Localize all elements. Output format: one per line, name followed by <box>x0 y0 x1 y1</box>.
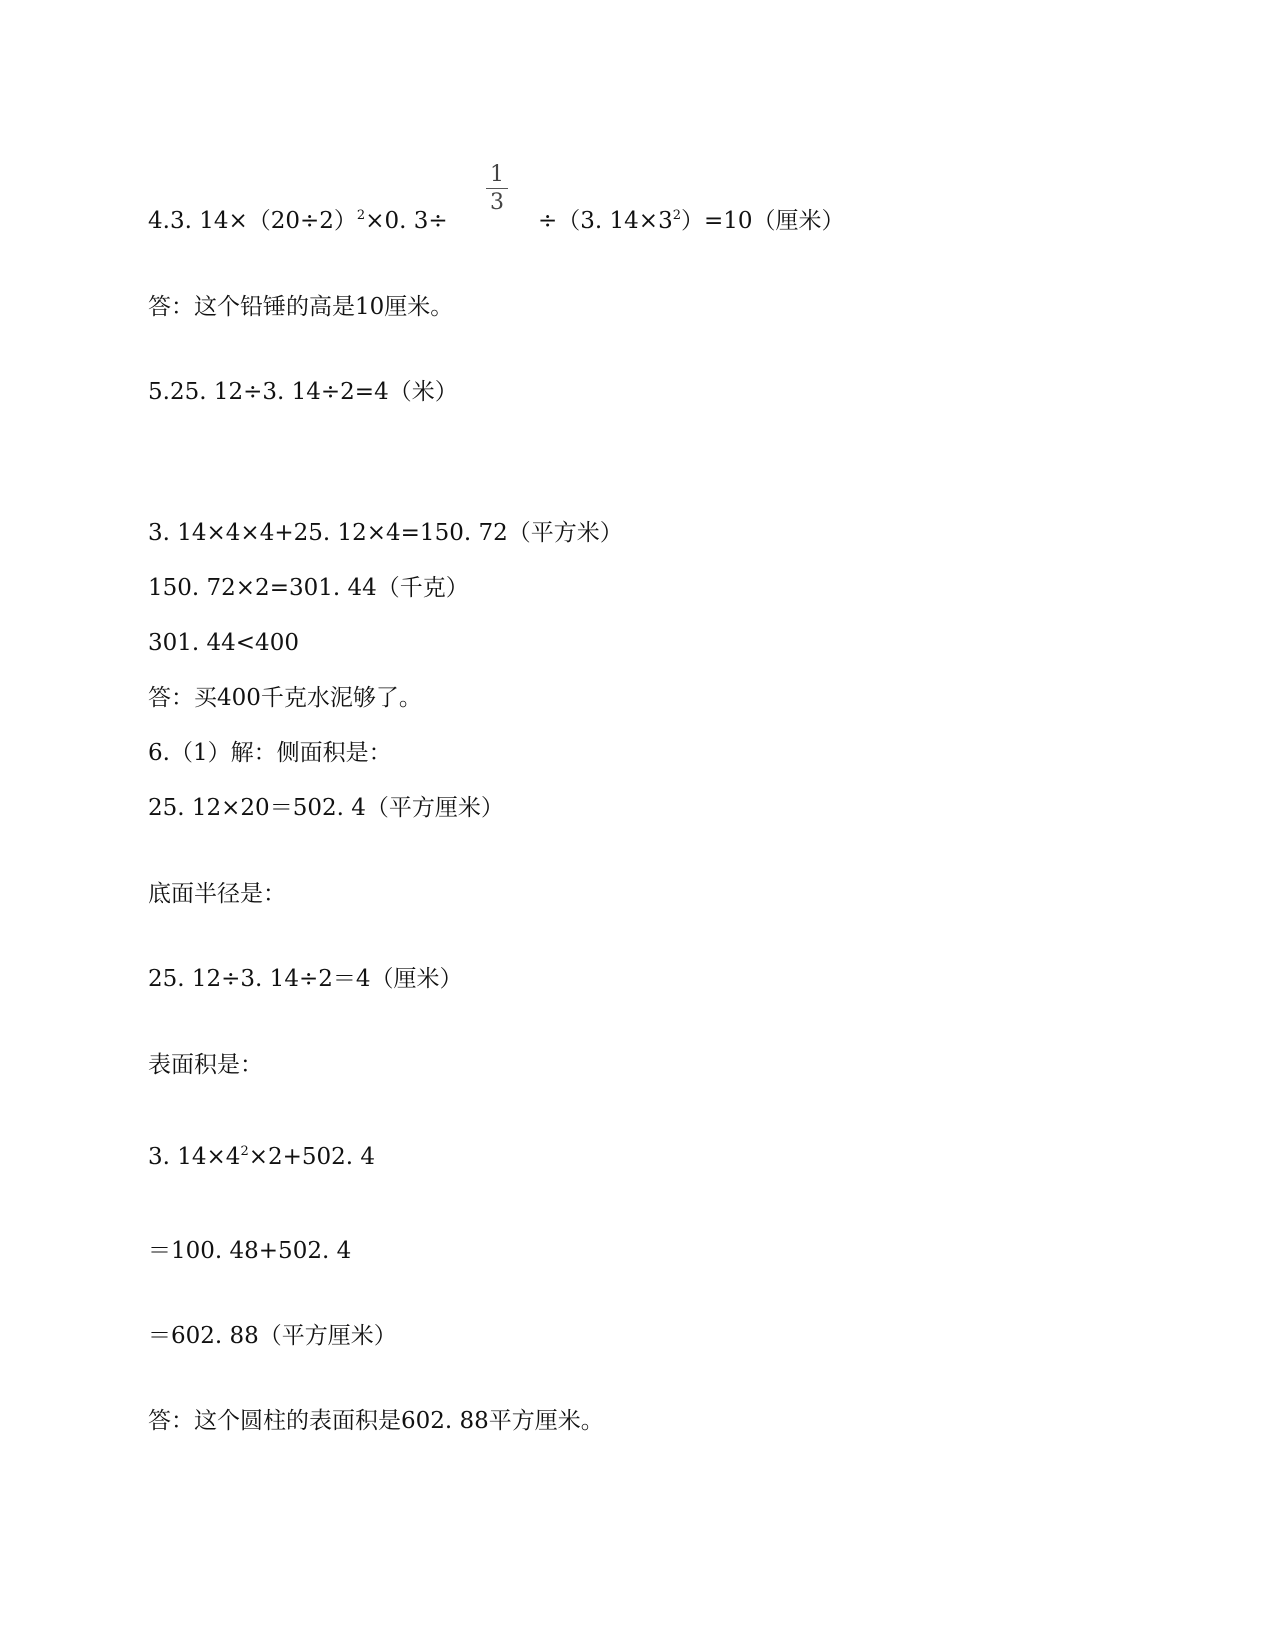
q6-answer: 答：这个圆柱的表面积是602. 88平方厘米。 <box>148 1408 604 1434</box>
q6-line-5: 表面积是： <box>148 1052 263 1078</box>
q6-line-6 <box>148 1142 375 1172</box>
q6-line-4: 25. 12÷3. 14÷2＝4（厘米） <box>148 966 463 992</box>
q5-answer: 答：买400千克水泥够了。 <box>148 685 422 711</box>
q4-fraction-denominator: 3 <box>490 190 504 215</box>
q4-formula-part3: ÷（3. 14×3 <box>538 208 673 234</box>
q4-formula-part4: ）=10（厘米） <box>680 208 845 234</box>
q4-answer: 答：这个铅锤的高是10厘米。 <box>148 294 454 320</box>
q5-line-4: 301. 44<400 <box>148 630 299 656</box>
q6-line-1: 6.（1）解：侧面积是： <box>148 740 392 766</box>
q4-fraction-bar <box>486 188 508 189</box>
q5-line-3: 150. 72×2=301. 44（千克） <box>148 575 469 601</box>
q4-exponent-1: 2 <box>356 208 366 223</box>
q5-line-2: 3. 14×4×4+25. 12×4=150. 72（平方米） <box>148 520 623 546</box>
q4-formula-tail <box>538 206 845 236</box>
q6-line-7: ＝100. 48+502. 4 <box>148 1238 352 1264</box>
q4-exponent-2: 2 <box>672 208 681 223</box>
q6-line-6-exponent: 2 <box>240 1144 249 1159</box>
q4-fraction-one-third <box>486 163 508 215</box>
q4-fraction-numerator: 1 <box>490 162 504 187</box>
q6-line-2: 25. 12×20＝502. 4（平方厘米） <box>148 795 504 821</box>
q6-line-8: ＝602. 88（平方厘米） <box>148 1323 397 1349</box>
q6-line-3: 底面半径是： <box>148 881 286 907</box>
q4-formula-part1: 4.3. 14×（20÷2） <box>148 208 357 234</box>
q6-line-6-part-a: 3. 14×4 <box>148 1144 241 1170</box>
q6-line-6-part-b: ×2+502. 4 <box>248 1144 376 1170</box>
q4-formula <box>148 206 448 236</box>
q5-line-1: 5.25. 12÷3. 14÷2=4（米） <box>148 379 458 405</box>
q4-formula-part2: ×0. 3÷ <box>365 208 448 234</box>
